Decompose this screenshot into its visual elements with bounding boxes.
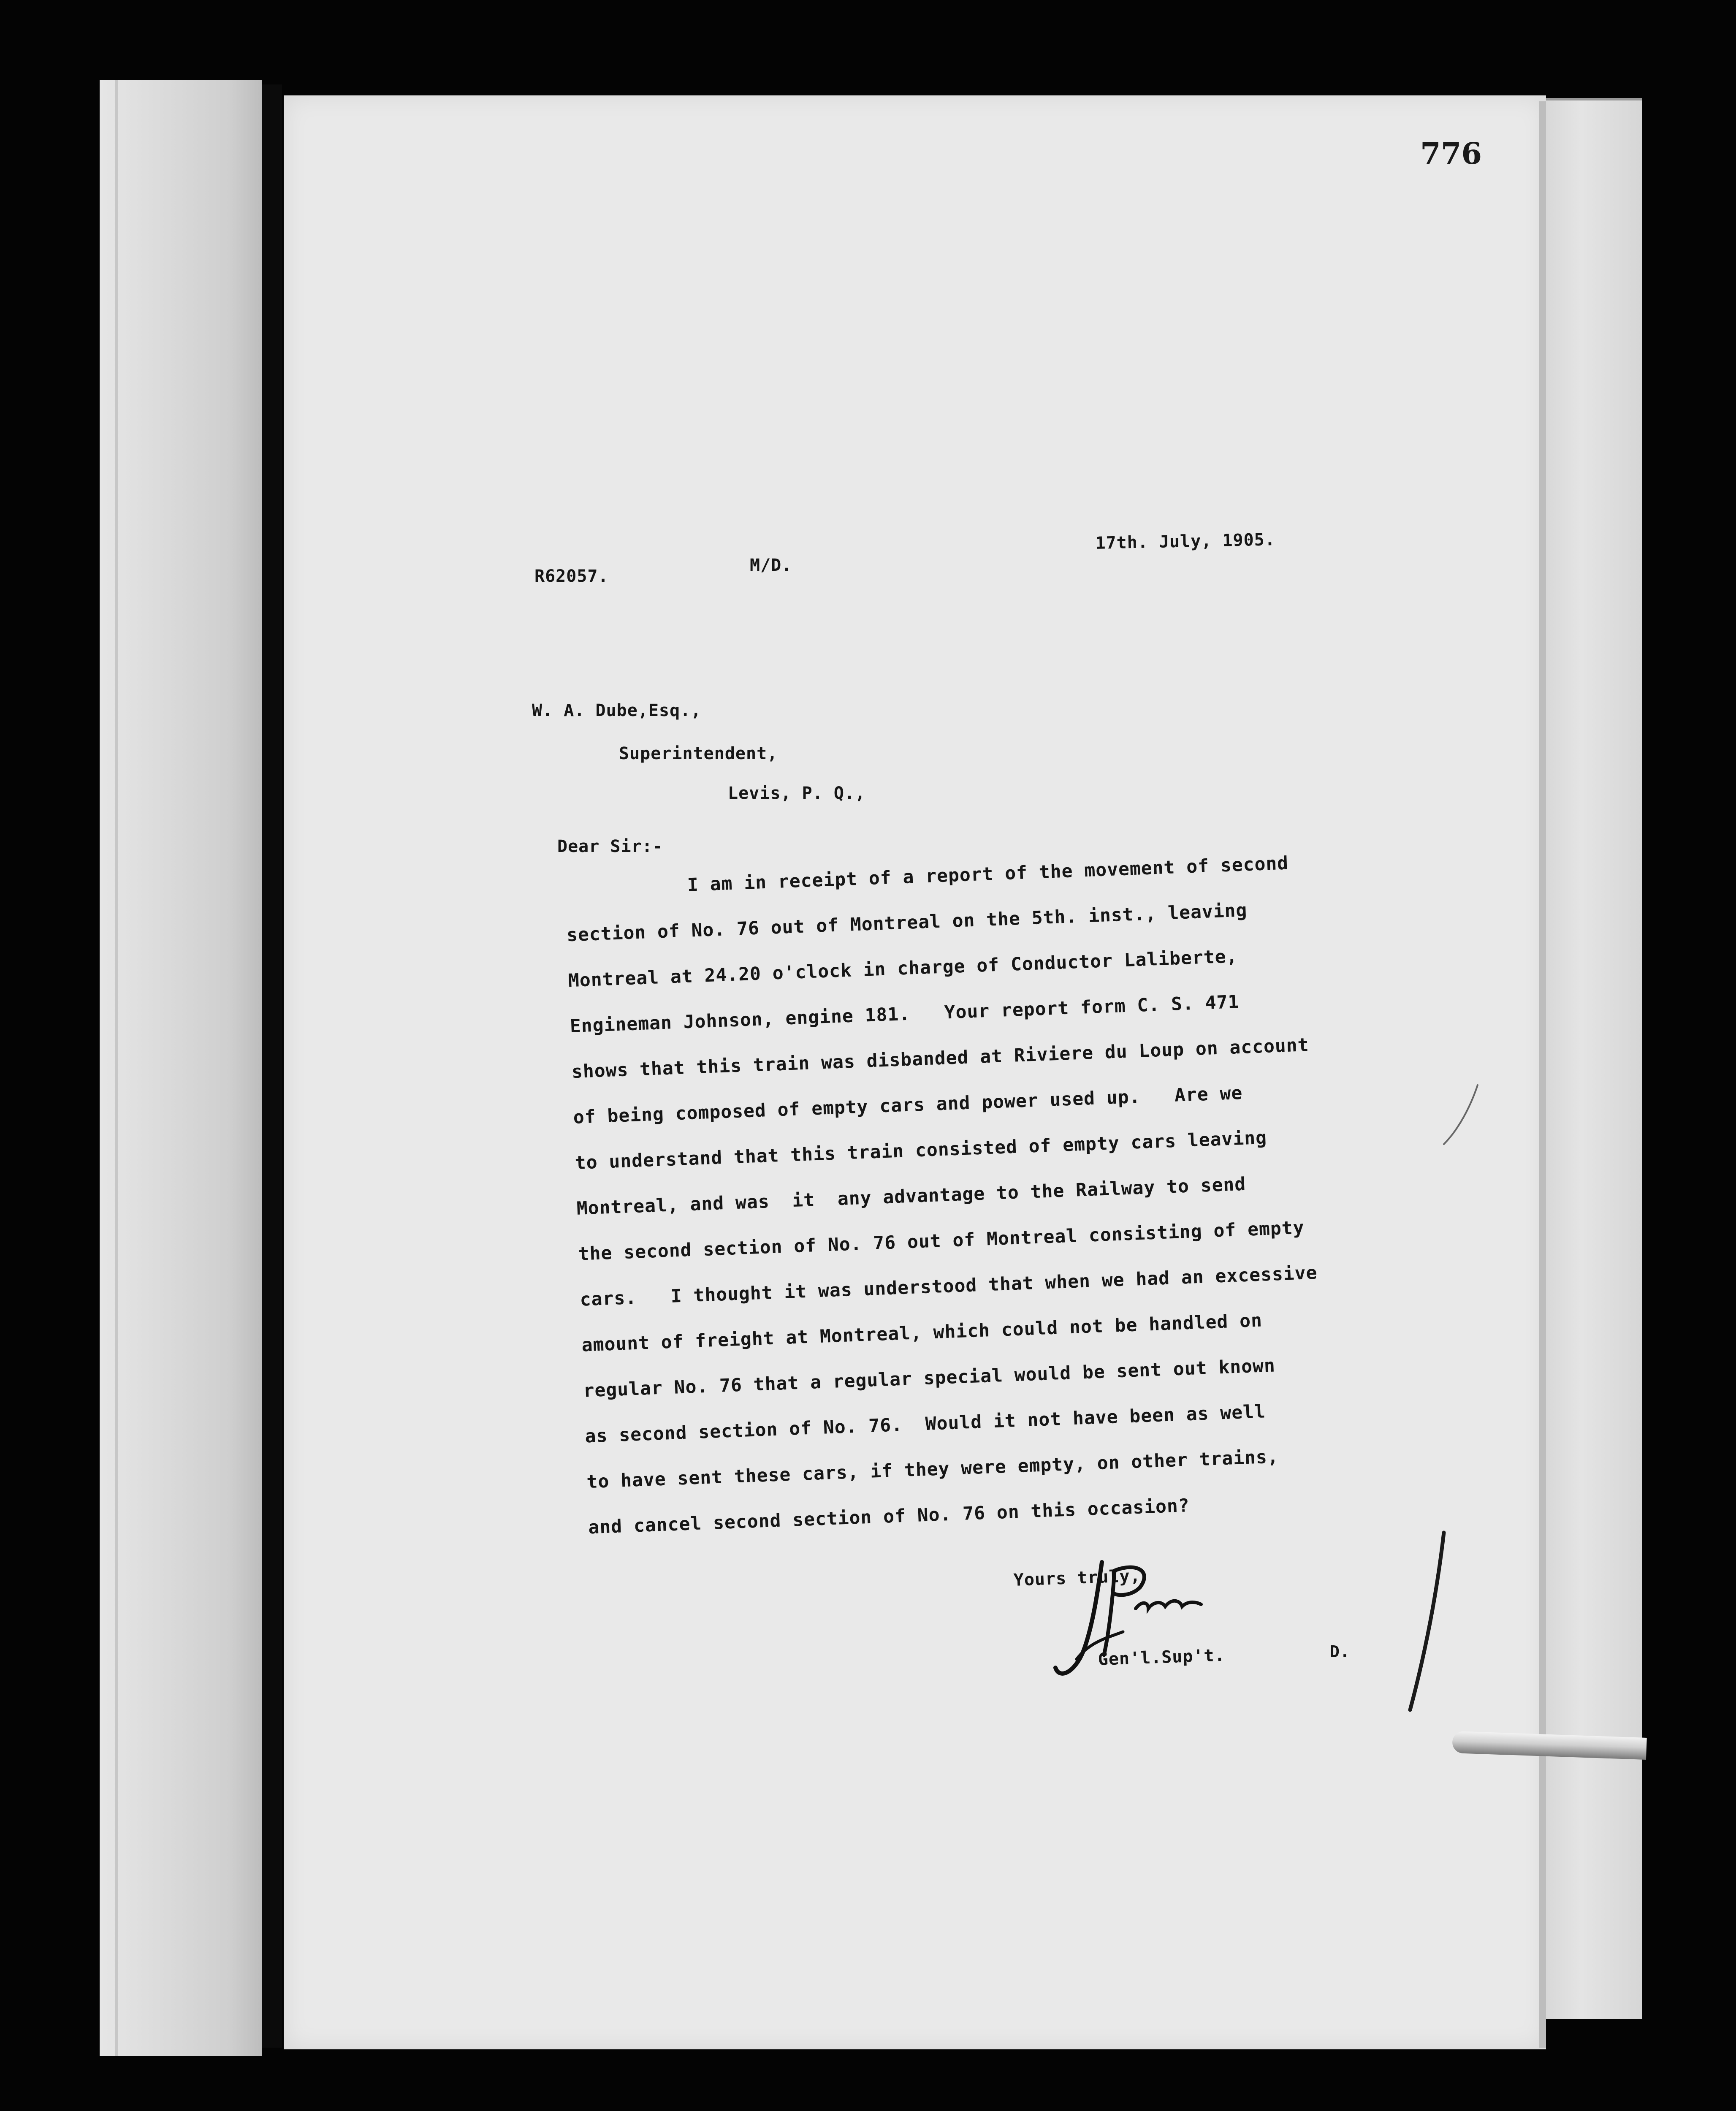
recipient-title: Superintendent, — [619, 744, 778, 763]
body-line: to understand that this train consisted of empty cars leaving — [574, 1127, 1267, 1174]
body-line: Montreal, and was it any advantage to the Railway to send — [576, 1173, 1247, 1219]
body-line: I am in receipt of a report of the movement of second — [687, 852, 1289, 896]
body-line: as second section of No. 76. Would it not have been as well — [584, 1401, 1266, 1447]
body-line: to have sent these cars, if they were empty, on other trains, — [586, 1446, 1279, 1493]
margin-tick-mark — [1435, 1081, 1486, 1148]
body-line: of being composed of empty cars and power used up. Are we — [572, 1082, 1243, 1129]
body-line: and cancel second section of No. 76 on this occasion? — [588, 1495, 1190, 1538]
typist-initials: M/D. — [750, 556, 792, 575]
letter-page — [284, 95, 1546, 2049]
body-line: the second section of No. 76 out of Montreal consisting of empty — [578, 1217, 1305, 1265]
reference-number: R62057. — [534, 567, 609, 586]
signature-title: Gen'l.Sup't. — [1098, 1645, 1226, 1669]
body-line: cars. I thought it was understood that when we had an excessive — [579, 1262, 1318, 1311]
salutation: Dear Sir:- — [557, 837, 663, 856]
body-line: Montreal at 24.20 o'clock in charge of Conductor Laliberte, — [568, 946, 1238, 992]
closing: Yours truly, — [1013, 1566, 1141, 1590]
recipient-name: W. A. Dube,Esq., — [532, 701, 702, 720]
page-number: 776 — [1420, 136, 1482, 171]
body-line: Engineman Johnson, engine 181. Your report form C. S. 471 — [570, 991, 1240, 1037]
recipient-location: Levis, P. Q., — [728, 784, 866, 803]
handwritten-signature — [1051, 1554, 1203, 1697]
initial-mark: D. — [1330, 1642, 1350, 1661]
body-line: section of No. 76 out of Montreal on the 5th. inst., leaving — [566, 900, 1248, 946]
binding-gutter — [262, 84, 282, 2048]
previous-page-edge — [100, 80, 262, 2056]
pen-tick-mark — [1402, 1528, 1452, 1714]
body-line: regular No. 76 that a regular special would be sent out known — [583, 1355, 1276, 1402]
letter-date: 17th. July, 1905. — [1095, 530, 1276, 553]
body-line: amount of freight at Montreal, which could not be handled on — [581, 1310, 1263, 1356]
body-line: shows that this train was disbanded at Riviere du Loup on account — [571, 1034, 1310, 1083]
